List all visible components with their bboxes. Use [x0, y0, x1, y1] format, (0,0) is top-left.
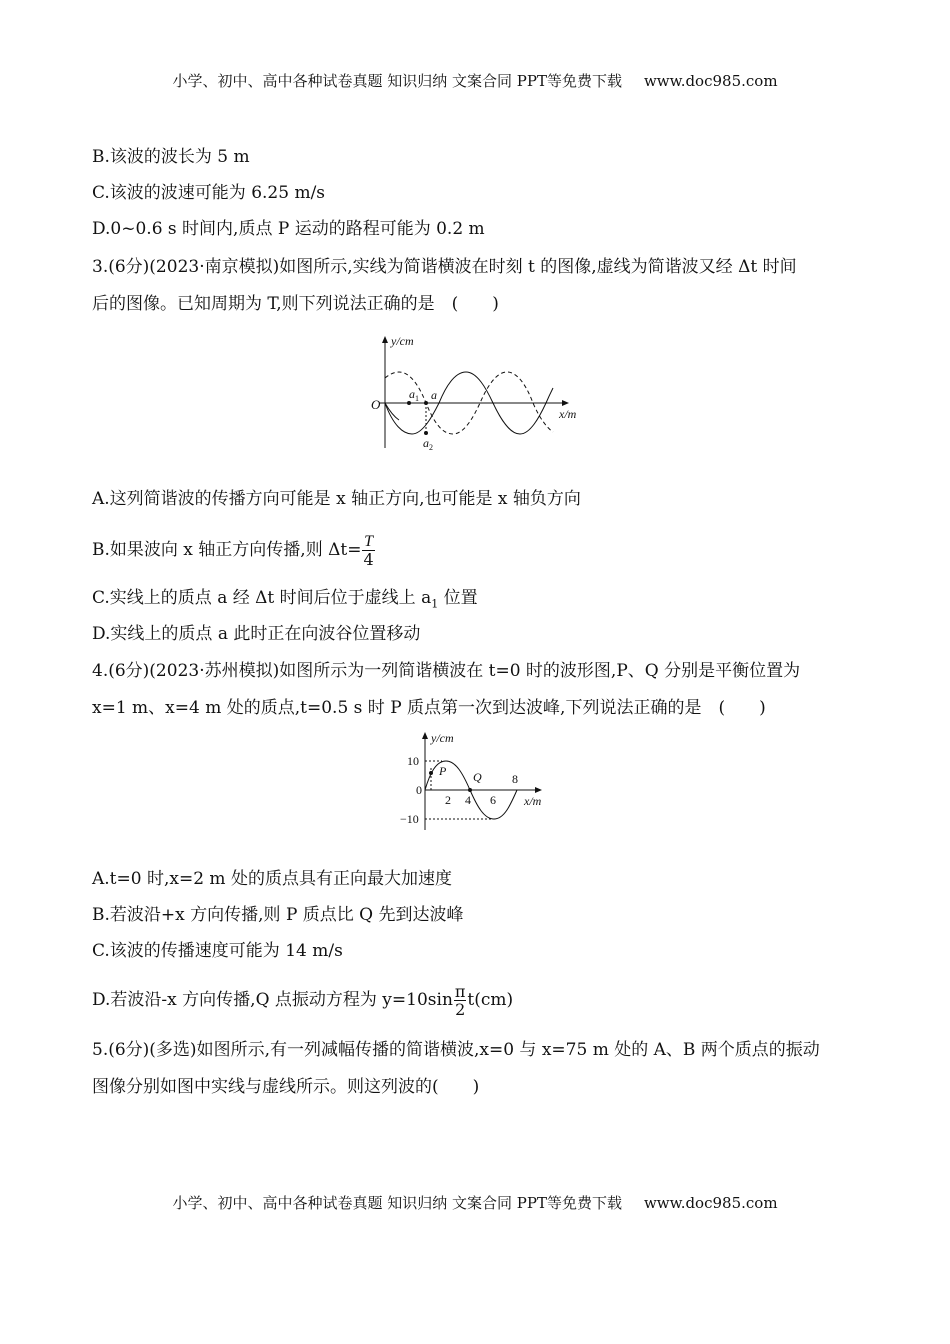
- q3-stem-line-1: 3.(6分)(2023·南京模拟)如图所示,实线为简谐横波在时刻 t 的图像,虚线为简谐波又经 Δt 时间: [92, 257, 797, 277]
- q4-stem-line-1: 4.(6分)(2023·苏州模拟)如图所示为一列简谐横波在 t=0 时的波形图,P、Q 分别是平衡位置为: [92, 661, 801, 681]
- q3-stem-line-2: 后的图像。已知周期为 T,则下列说法正确的是 ( ): [92, 294, 499, 314]
- q4-option-a: A.t=0 时,x=2 m 处的质点具有正向最大加速度: [92, 869, 452, 889]
- q4-fraction-numerator: π: [454, 982, 466, 1001]
- q4-tick-4: 4: [465, 793, 471, 807]
- q3-option-c-text: C.实线上的质点 a 经 Δt 时间后位于虚线上 a: [92, 588, 432, 608]
- q4-option-d-text: D.若波沿-x 方向传播,Q 点振动方程为 y=10sin: [92, 990, 453, 1010]
- q5-stem-line-1: 5.(6分)(多选)如图所示,有一列减幅传播的简谐横波,x=0 与 x=75 m 处的 A、B 两个质点的振动: [92, 1040, 820, 1060]
- q4-option-d-tail: t(cm): [467, 990, 514, 1010]
- q4-label-q: Q: [473, 770, 482, 784]
- q4-tick-6: 6: [490, 793, 496, 807]
- q3-option-b: [92, 532, 376, 568]
- page-header: [0, 70, 950, 91]
- q4-tick-0: 0: [416, 783, 422, 797]
- q4-option-d-fraction: [454, 983, 467, 1018]
- q4-wave-figure: [398, 728, 558, 836]
- q4-x-label: x/m: [524, 794, 542, 808]
- q4-tick-2: 2: [445, 793, 451, 807]
- q3-fraction-numerator: T: [364, 533, 373, 550]
- q4-option-c: C.该波的传播速度可能为 14 m/s: [92, 941, 343, 961]
- q4-fraction-denominator: 2: [455, 1000, 466, 1019]
- q3-label-a2: $a_2$: [423, 436, 433, 452]
- q4-tick-10: 10: [407, 754, 419, 768]
- q3-label-a: a: [431, 388, 437, 402]
- q2-option-c: C.该波的波速可能为 6.25 m/s: [92, 183, 326, 203]
- q4-y-arrow: [422, 732, 428, 739]
- q4-y-label: y/cm: [431, 731, 454, 745]
- q4-tick-minus10: −10: [400, 812, 419, 826]
- q3-y-label: y/cm: [391, 334, 414, 348]
- q3-label-a1: $a_1$: [409, 387, 419, 403]
- footer-text: 小学、初中、高中各种试卷真题 知识归纳 文案合同 PPT等免费下载: [172, 1194, 622, 1212]
- q4-option-d: [92, 982, 513, 1018]
- q4-point-p: [429, 771, 433, 775]
- q3-origin-label: O: [371, 397, 381, 412]
- footer-site: www.doc985.com: [643, 1194, 778, 1212]
- q4-x-arrow: [535, 787, 542, 793]
- q3-solid-wave-lower: [385, 403, 399, 420]
- q4-option-b: B.若波沿+x 方向传播,则 P 质点比 Q 先到达波峰: [92, 905, 464, 925]
- q3-wave-figure: [365, 330, 595, 455]
- q5-stem-line-2: 图像分别如图中实线与虚线所示。则这列波的( ): [92, 1077, 480, 1097]
- q4-tick-8: 8: [512, 772, 518, 786]
- header-site: www.doc985.com: [643, 72, 778, 90]
- q3-option-b-fraction: [362, 533, 374, 568]
- q3-option-c-subscript: 1: [431, 597, 439, 611]
- q3-x-arrow: [562, 400, 569, 406]
- header-text: 小学、初中、高中各种试卷真题 知识归纳 文案合同 PPT等免费下载: [172, 72, 622, 90]
- q3-option-c-tail: 位置: [438, 588, 478, 608]
- q4-label-p: P: [439, 764, 447, 778]
- q3-option-c: [92, 587, 478, 615]
- q4-stem-line-2: x=1 m、x=4 m 处的质点,t=0.5 s 时 P 质点第一次到达波峰,下列说法正确的是 ( ): [92, 698, 766, 718]
- q2-option-b: B.该波的波长为 5 m: [92, 147, 250, 167]
- q3-y-arrow: [382, 336, 388, 343]
- q3-x-label: x/m: [559, 407, 577, 421]
- page-footer: [0, 1192, 950, 1213]
- q3-fraction-denominator: 4: [363, 550, 374, 569]
- q3-option-b-text: B.如果波向 x 轴正方向传播,则 Δt=: [92, 540, 362, 560]
- q2-option-d: D.0~0.6 s 时间内,质点 P 运动的路程可能为 0.2 m: [92, 219, 485, 239]
- q3-point-a1: [407, 401, 411, 405]
- q3-option-a: A.这列简谐波的传播方向可能是 x 轴正方向,也可能是 x 轴负方向: [92, 489, 581, 509]
- q3-option-d: D.实线上的质点 a 此时正在向波谷位置移动: [92, 624, 421, 644]
- q4-point-q: [468, 788, 472, 792]
